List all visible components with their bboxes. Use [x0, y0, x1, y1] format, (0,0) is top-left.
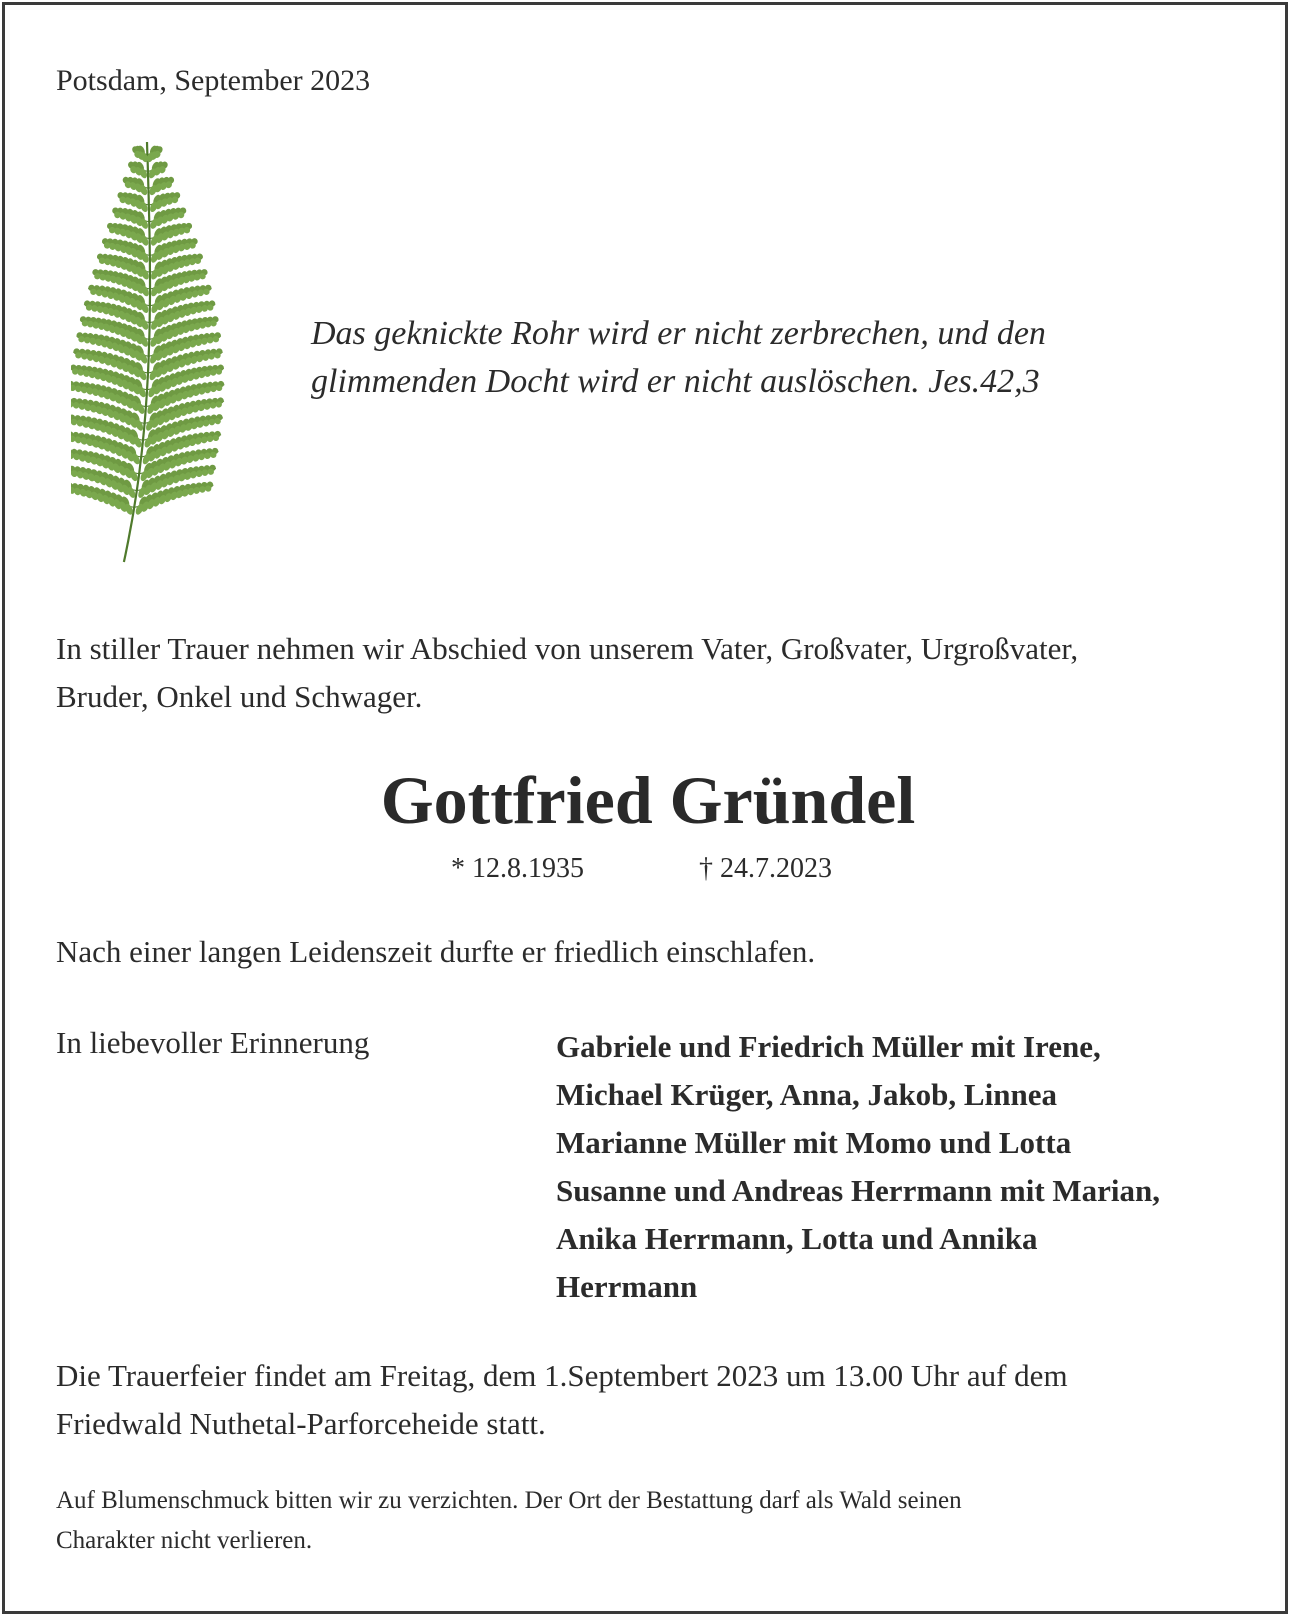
bible-quote — [311, 310, 1211, 406]
family-line: Susanne und Andreas Herrmann mit Marian, — [556, 1173, 1161, 1208]
ceremony-line: Die Trauerfeier findet am Freitag, dem 1.Septembert 2023 um 13.00 Uhr auf dem — [56, 1358, 1068, 1393]
intro-line: Bruder, Onkel und Schwager. — [56, 679, 423, 714]
obituary-frame — [2, 2, 1288, 1614]
memory-label: In liebevoller Erinnerung — [56, 1025, 370, 1060]
family-list — [556, 1023, 1246, 1311]
passing-text: Nach einer langen Leidenszeit durfte er friedlich einschlafen. — [56, 934, 816, 969]
flowers-line: Charakter nicht verlieren. — [56, 1527, 313, 1554]
family-line: Anika Herrmann, Lotta und Annika — [556, 1221, 1038, 1256]
ceremony-line: Friedwald Nuthetal-Parforceheide statt. — [56, 1406, 546, 1441]
fern-icon — [71, 137, 241, 567]
place-date: Potsdam, September 2023 — [56, 64, 371, 97]
flowers-note — [56, 1481, 1216, 1561]
quote-line: Das geknickte Rohr wird er nicht zerbrechen, und den — [311, 315, 1046, 352]
intro-line: In stiller Trauer nehmen wir Abschied von unserem Vater, Großvater, Urgroßvater, — [56, 631, 1079, 666]
flowers-line: Auf Blumenschmuck bitten wir zu verzichten. Der Ort der Bestattung darf als Wald seinen — [56, 1487, 962, 1514]
deceased-name: Gottfried Gründel — [380, 762, 916, 838]
intro-text — [56, 625, 1236, 721]
family-line: Marianne Müller mit Momo und Lotta — [556, 1125, 1072, 1160]
family-line: Herrmann — [556, 1269, 698, 1304]
birth-date: * 12.8.1935 — [451, 853, 584, 884]
ceremony-text — [56, 1352, 1256, 1448]
quote-line: glimmenden Docht wird er nicht auslöschen. Jes.42,3 — [311, 363, 1040, 400]
death-date: † 24.7.2023 — [699, 853, 832, 884]
family-line: Michael Krüger, Anna, Jakob, Linnea — [556, 1077, 1057, 1112]
family-line: Gabriele und Friedrich Müller mit Irene, — [556, 1029, 1101, 1064]
